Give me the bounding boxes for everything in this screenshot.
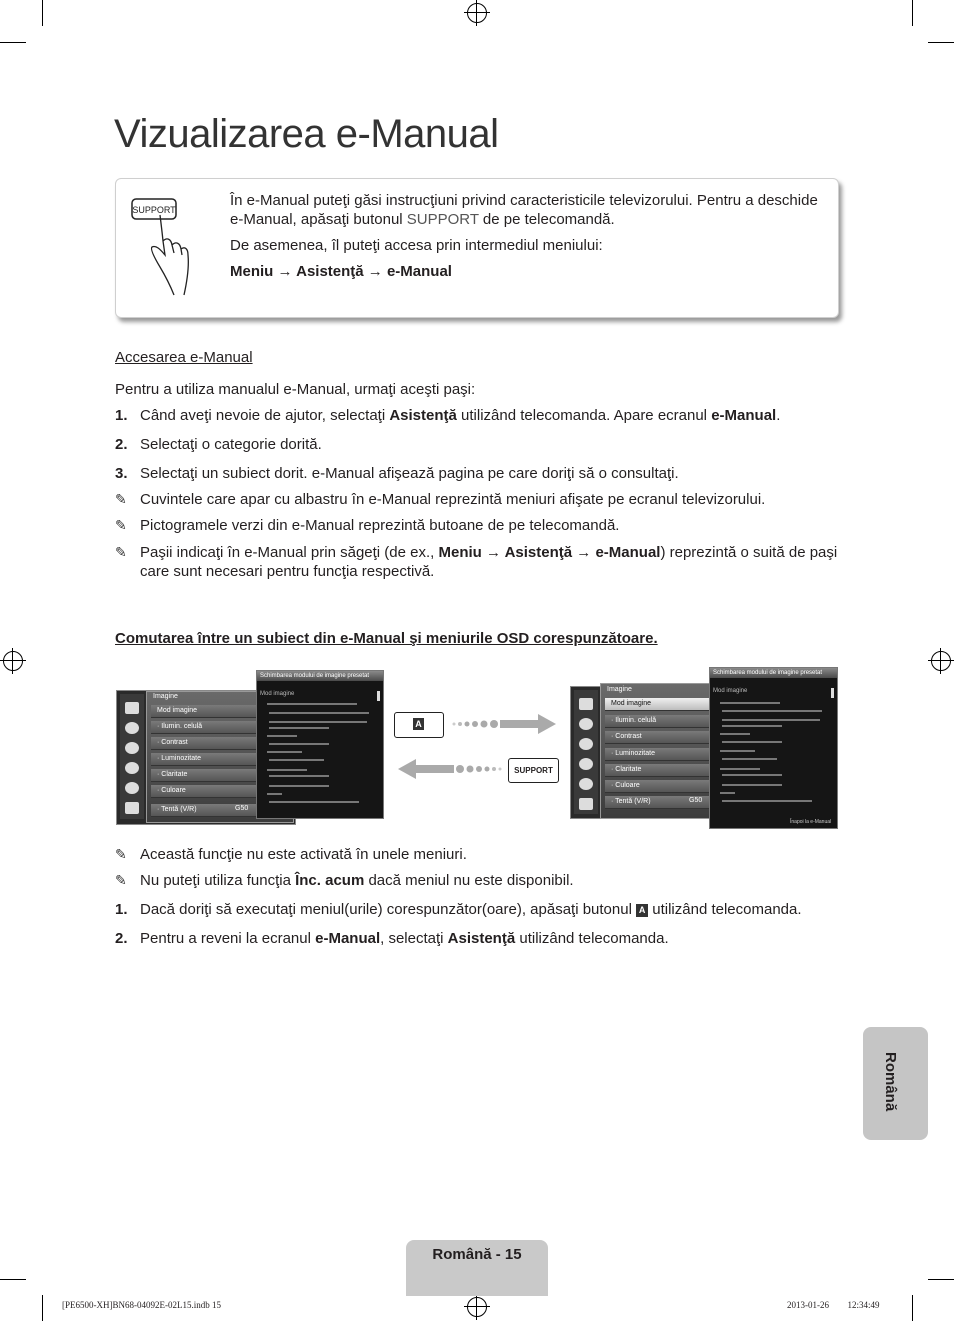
arrow-right-icon — [450, 713, 558, 740]
a-button-icon: A — [636, 904, 648, 917]
menu-item[interactable]: · Contrast — [605, 731, 711, 744]
menu-title: Imagine — [607, 686, 632, 693]
text-line — [269, 801, 359, 803]
picture-icon — [579, 698, 593, 710]
text-line — [722, 725, 782, 727]
registration-mark-icon — [931, 651, 951, 671]
network-icon — [125, 762, 139, 774]
emanual-panel — [256, 670, 384, 819]
menu-icon-column — [574, 690, 598, 814]
crop-mark — [928, 1279, 954, 1280]
info-menu-path: Meniu → Asistenţă → e-Manual — [230, 263, 452, 280]
emanual-panel — [709, 667, 838, 829]
tint-value: G50 — [235, 805, 249, 812]
picture-icon — [125, 702, 139, 714]
text-line — [267, 751, 302, 753]
text-line — [269, 712, 369, 714]
menu-icon-column — [120, 694, 144, 819]
text-line — [720, 750, 755, 752]
menu-item[interactable]: · Tentă (V/R) — [151, 804, 261, 817]
emanual-topic: Mod imagine — [260, 691, 295, 697]
note-icon: ✎ — [115, 544, 127, 560]
text-line — [722, 774, 782, 776]
support-hand-icon — [130, 193, 210, 298]
registration-mark-icon — [467, 1297, 487, 1317]
text-line — [267, 703, 357, 705]
crop-mark — [912, 1295, 913, 1321]
support-icon — [579, 798, 593, 810]
note-icon: ✎ — [115, 517, 127, 533]
crop-mark — [928, 42, 954, 43]
a-button[interactable] — [394, 712, 444, 738]
note-icon: ✎ — [115, 491, 127, 507]
sound-icon — [579, 718, 593, 730]
menu-item[interactable]: · Tentă (V/R) — [605, 796, 711, 809]
menu-item-selected[interactable]: Mod imagine — [605, 698, 711, 711]
section-heading-switch: Comutarea între un subiect din e-Manual şi meniurile OSD corespunzătoare. — [115, 630, 658, 647]
registration-mark-icon — [467, 3, 487, 23]
text-line — [720, 733, 750, 735]
text-line — [269, 721, 367, 723]
text-line — [267, 735, 297, 737]
emanual-topic: Mod imagine — [713, 688, 748, 694]
back-to-emanual-link[interactable]: Înapoi la e-Manual — [790, 819, 832, 825]
settings-icon — [579, 778, 593, 790]
scrollbar[interactable] — [377, 691, 380, 701]
menu-item[interactable]: Mod imagine — [151, 705, 261, 718]
crop-mark — [42, 0, 43, 26]
text-line — [269, 727, 329, 729]
menu-item[interactable]: · Culoare — [151, 785, 261, 798]
note-icon: ✎ — [115, 872, 127, 888]
menu-item[interactable]: · Culoare — [605, 780, 711, 793]
menu-title: Imagine — [153, 693, 178, 700]
support-keyword: SUPPORT — [406, 211, 479, 228]
tint-value: G50 — [689, 797, 703, 804]
support-icon — [125, 802, 139, 814]
a-button-label: A — [413, 718, 424, 730]
text-line — [722, 800, 812, 802]
menu-item[interactable]: · Claritate — [151, 769, 261, 782]
menu-item[interactable]: · Contrast — [151, 737, 261, 750]
emanual-header: Schimbarea modului de imagine presetat — [710, 668, 837, 678]
text-line — [722, 758, 777, 760]
scrollbar[interactable] — [831, 688, 834, 698]
support-icon-label: SUPPORT — [132, 205, 176, 215]
emanual-header: Schimbarea modului de imagine presetat — [257, 671, 383, 681]
arrow-left-icon — [398, 758, 504, 785]
crop-mark — [0, 42, 26, 43]
section-intro: Pentru a utiliza manualul e-Manual, urmaţi aceşti paşi: — [115, 381, 476, 398]
crop-mark — [0, 1279, 26, 1280]
info-text: În e-Manual puteţi găsi instrucţiuni privind caracteristicile televizorului. Pentru a deschide e-Manual, apăsaţi butonul SUPPORT de pe telecomandă. De asemenea, îl puteţi accesa prin intermediul meniului: Meniu → Asistenţă → e-Manual — [230, 191, 820, 288]
print-info-left: [PE6500-XH]BN68-04092E-02L15.indb 15 — [62, 1300, 221, 1310]
note-icon: ✎ — [115, 846, 127, 862]
settings-icon — [125, 782, 139, 794]
text-line — [269, 759, 324, 761]
print-info-right: 2013-01-26 ￿￿ 12:34:49 — [787, 1300, 880, 1310]
text-line — [269, 743, 329, 745]
text-line — [722, 719, 820, 721]
network-icon — [579, 758, 593, 770]
sound-icon — [125, 722, 139, 734]
text-line — [720, 702, 780, 704]
crop-mark — [42, 1295, 43, 1321]
text-line — [267, 769, 307, 771]
text-line — [720, 792, 735, 794]
language-tab — [863, 1027, 928, 1140]
page-number: Română - 15 — [432, 1246, 522, 1263]
menu-item[interactable]: · Luminozitate — [605, 748, 711, 761]
info-access-text: De asemenea, îl puteţi accesa prin intermediul meniului: — [230, 237, 603, 254]
text-line — [269, 785, 329, 787]
text-line — [722, 710, 822, 712]
text-line — [722, 741, 782, 743]
language-tab-label: Română — [882, 1052, 899, 1112]
broadcast-icon — [579, 738, 593, 750]
text-line — [722, 784, 782, 786]
crop-mark — [912, 0, 913, 26]
section-heading-access: Accesarea e-Manual — [115, 349, 253, 366]
registration-mark-icon — [3, 651, 23, 671]
support-button[interactable]: SUPPORT — [508, 758, 559, 783]
page-title: Vizualizarea e-Manual — [114, 112, 499, 156]
menu-item[interactable]: · Ilumin. celulă — [151, 721, 261, 734]
menu-item[interactable]: · Ilumin. celulă — [605, 715, 711, 728]
text-line — [267, 793, 282, 795]
broadcast-icon — [125, 742, 139, 754]
menu-item[interactable]: · Claritate — [605, 764, 711, 777]
text-line — [720, 768, 760, 770]
menu-item[interactable]: · Luminozitate — [151, 753, 261, 766]
text-line — [269, 775, 329, 777]
